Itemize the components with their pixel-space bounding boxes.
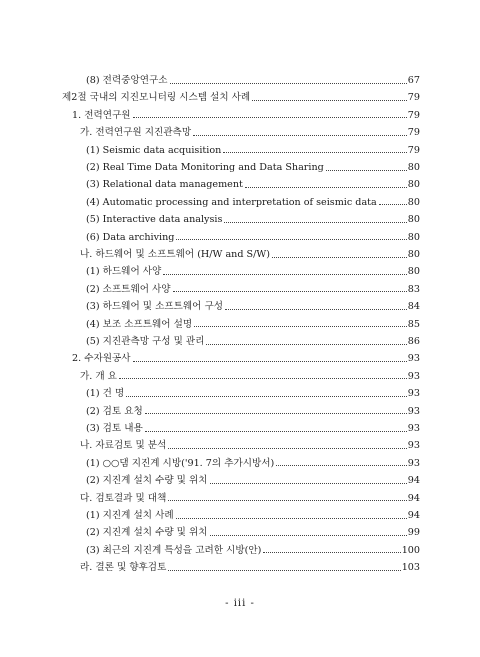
toc-entry-page: 80 <box>407 266 420 278</box>
toc-entry-page: 79 <box>407 92 420 104</box>
toc-entry[interactable] <box>80 491 420 507</box>
dot-leader <box>133 360 407 362</box>
toc-entry-page: 93 <box>407 370 420 382</box>
toc-entry[interactable] <box>86 473 420 489</box>
toc-entry-page: 67 <box>407 75 420 86</box>
toc-entry-title: (2) Real Time Data Monitoring and Data Sharing <box>86 162 324 173</box>
dot-leader <box>326 169 407 171</box>
toc-entry-title: (6) Data archiving <box>86 231 175 243</box>
toc-entry-title: 다. 검토결과 및 대책 <box>80 492 167 504</box>
toc-entry[interactable] <box>86 282 420 298</box>
dot-leader <box>163 273 406 275</box>
dot-leader <box>263 551 400 553</box>
toc-entry[interactable] <box>86 543 420 559</box>
toc-entry-title: (1) Seismic data acquisition <box>86 144 222 156</box>
toc-entry-title: (5) Interactive data analysis <box>86 214 223 226</box>
toc-entry-page: 94 <box>407 475 420 487</box>
toc-entry-title: (2) 검토 요청 <box>86 405 143 417</box>
toc-entry[interactable] <box>80 369 420 385</box>
toc-entry-title: 나. 하드웨어 및 소프트웨어 (H/W and S/W) <box>80 249 270 260</box>
toc-entry[interactable] <box>86 73 420 89</box>
toc-entry-title: (5) 지진관측망 구성 및 관리 <box>86 336 205 347</box>
toc-entry[interactable] <box>86 317 420 333</box>
toc-entry-page: 79 <box>407 109 420 121</box>
toc-entry[interactable] <box>86 299 420 315</box>
dot-leader <box>194 325 407 327</box>
toc-entry-title: (1) ○○댐 지진계 시방('91. 7의 추가시방서) <box>86 457 275 469</box>
toc-entry-title: 1. 전력연구원 <box>72 109 131 121</box>
toc-entry-page: 93 <box>407 440 420 452</box>
toc-entry[interactable] <box>86 508 420 524</box>
toc-entry[interactable] <box>86 386 420 402</box>
toc-entry-page: 94 <box>407 492 420 504</box>
dot-leader <box>176 238 406 240</box>
toc-entry[interactable] <box>72 108 420 124</box>
toc-entry-title: (2) 소프트웨어 사양 <box>86 283 171 295</box>
toc-entry-title: (1) 지진계 설치 사례 <box>86 510 174 521</box>
toc-entry-page: 79 <box>407 144 420 156</box>
toc-entry-page: 80 <box>407 214 420 226</box>
toc-entry-page: 93 <box>407 353 420 365</box>
toc-entry[interactable] <box>86 177 420 193</box>
dot-leader <box>206 343 406 345</box>
toc-entry-title: (8) 전력중앙연구소 <box>86 75 168 86</box>
dot-leader <box>210 482 407 484</box>
dot-leader <box>272 256 407 258</box>
toc-entry-page: 80 <box>407 196 420 208</box>
dot-leader <box>176 517 407 519</box>
dot-leader <box>379 203 407 205</box>
dot-leader <box>225 308 407 310</box>
toc-entry-title: (2) 지진계 설치 수량 및 위치 <box>86 527 208 539</box>
dot-leader <box>210 534 407 536</box>
dot-leader <box>170 82 407 84</box>
toc-entry[interactable] <box>72 351 420 367</box>
toc-entry-title: (3) 하드웨어 및 소프트웨어 구성 <box>86 301 223 313</box>
dot-leader <box>168 569 400 571</box>
toc-entry-page: 99 <box>407 527 420 539</box>
toc-entry-title: 라. 결론 및 향후검토 <box>80 562 167 574</box>
toc-entry-title: (4) Automatic processing and interpretation of seismic data <box>86 196 377 208</box>
toc-entry-title: (1) 건 명 <box>86 388 125 400</box>
toc-entry-page: 80 <box>407 249 420 260</box>
toc-entry-title: (3) Relational data management <box>86 179 243 191</box>
toc-entry[interactable] <box>86 334 420 350</box>
toc-entry-page: 86 <box>407 336 420 347</box>
dot-leader <box>276 464 407 466</box>
toc-entry-page: 85 <box>407 318 420 330</box>
dot-leader <box>119 377 407 379</box>
toc-entry[interactable] <box>80 438 420 454</box>
dot-leader <box>252 99 407 101</box>
toc-entry-page: 93 <box>407 423 420 434</box>
toc-entry-title: (3) 검토 내용 <box>86 423 143 434</box>
toc-entry-title: 가. 개 요 <box>80 370 117 382</box>
toc-entry-title: (2) 지진계 설치 수량 및 위치 <box>86 475 208 487</box>
toc-entry-page: 103 <box>401 562 420 574</box>
toc-entry[interactable] <box>86 230 420 246</box>
toc-entry-title: 가. 전력연구원 지진관측망 <box>80 127 192 139</box>
dot-leader <box>173 290 407 292</box>
toc-entry[interactable] <box>86 525 420 541</box>
toc-entry-page: 80 <box>407 179 420 191</box>
dot-leader <box>193 134 407 136</box>
toc-entry[interactable] <box>86 195 420 211</box>
toc-entry-page: 79 <box>407 127 420 139</box>
page-number: - iii - <box>225 598 255 609</box>
toc-entry-page: 93 <box>407 388 420 400</box>
toc-entry[interactable] <box>86 212 420 228</box>
toc-entry[interactable] <box>86 143 420 159</box>
dot-leader <box>245 186 407 188</box>
toc-entry-page: 93 <box>407 457 420 469</box>
toc-entry-page: 100 <box>401 544 420 556</box>
toc-entry-page: 84 <box>407 301 420 313</box>
toc-entry-title: 제2절 국내의 지진모니터링 시스템 설치 사례 <box>62 92 251 104</box>
toc-entry[interactable] <box>86 421 420 437</box>
toc-entry[interactable] <box>80 247 420 263</box>
toc-entry-page: 94 <box>407 510 420 521</box>
toc-entry[interactable] <box>86 160 420 176</box>
toc-entry[interactable] <box>86 264 420 280</box>
dot-leader <box>168 447 406 449</box>
toc-entry-page: 93 <box>407 405 420 417</box>
toc-entry-title: (1) 하드웨어 사양 <box>86 266 162 278</box>
toc-entry-title: 나. 자료검토 및 분석 <box>80 440 167 452</box>
dot-leader <box>145 412 407 414</box>
dot-leader <box>168 499 406 501</box>
toc-entry[interactable] <box>80 560 420 576</box>
dot-leader <box>224 221 406 223</box>
toc-entry[interactable] <box>62 90 420 106</box>
toc-entry-title: (3) 최근의 지진계 특성을 고려한 시방(안) <box>86 544 262 556</box>
toc-entry-title: (4) 보조 소프트웨어 설명 <box>86 318 193 330</box>
toc-entry[interactable] <box>86 456 420 472</box>
toc-entry[interactable] <box>86 404 420 420</box>
toc-entry-page: 80 <box>407 162 420 173</box>
dot-leader <box>126 395 407 397</box>
toc-entry-page: 83 <box>407 283 420 295</box>
toc-entry[interactable] <box>80 125 420 141</box>
toc-entry-page: 80 <box>407 231 420 243</box>
toc-entry-title: 2. 수자원공사 <box>72 353 131 365</box>
dot-leader <box>223 151 406 153</box>
dot-leader <box>145 430 407 432</box>
dot-leader <box>133 116 407 118</box>
